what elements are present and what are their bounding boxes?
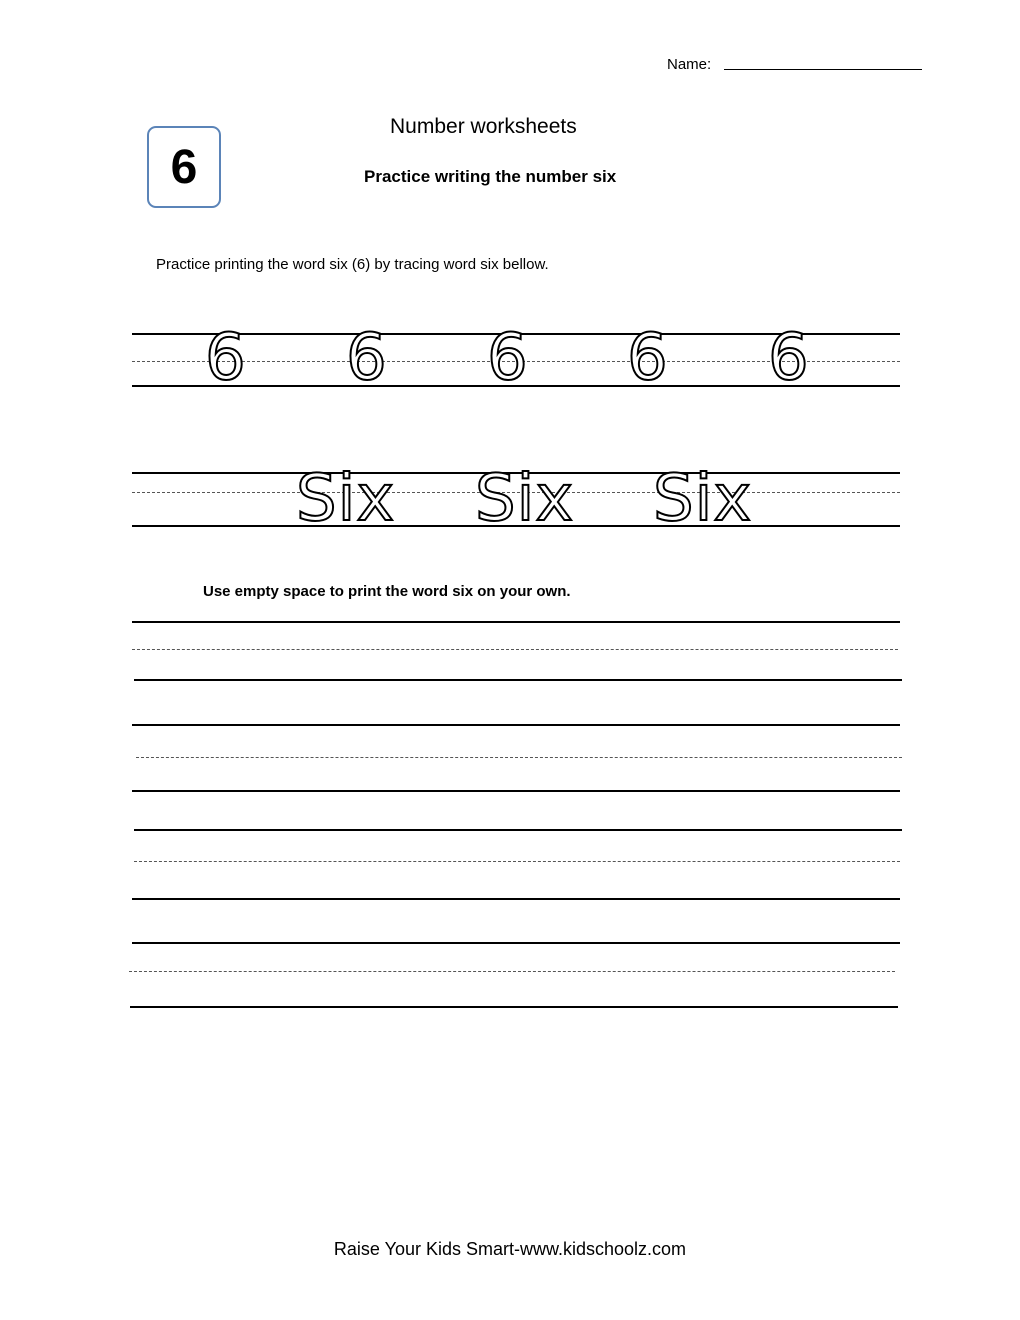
tracing-instruction: Practice printing the word six (6) by tracing word six bellow. xyxy=(156,256,549,273)
practice-row-1-mid-line xyxy=(132,649,898,650)
practice-instruction: Use empty space to print the word six on your own. xyxy=(203,583,571,600)
practice-row-2-mid-line xyxy=(136,757,902,758)
page-subtitle: Practice writing the number six xyxy=(364,167,617,186)
practice-row-4-base-line[interactable] xyxy=(130,1006,898,1008)
practice-row-4-mid-line xyxy=(129,971,895,972)
practice-row-3-top-line xyxy=(134,829,902,831)
practice-row-1-top-line xyxy=(132,621,900,623)
page-title: Number worksheets xyxy=(390,115,577,138)
trace-word: Six xyxy=(475,462,575,536)
name-label: Name: xyxy=(667,56,712,73)
name-field-line[interactable] xyxy=(724,69,922,70)
practice-row-2-top-line xyxy=(132,724,900,726)
trace-digit: 6 xyxy=(346,321,387,395)
trace-digit: 6 xyxy=(627,321,668,395)
practice-row-4-top-line xyxy=(132,942,900,944)
practice-row-1-base-line[interactable] xyxy=(134,679,902,681)
practice-row-2-base-line[interactable] xyxy=(132,790,900,792)
practice-row-3-base-line[interactable] xyxy=(132,898,900,900)
practice-row-3-mid-line xyxy=(134,861,900,862)
trace-digit: 6 xyxy=(768,321,809,395)
trace-word: Six xyxy=(296,462,396,536)
trace-word: Six xyxy=(653,462,753,536)
trace-digit: 6 xyxy=(487,321,528,395)
trace-digit: 6 xyxy=(205,321,246,395)
number-badge: 6 xyxy=(147,126,221,208)
footer-credit: Raise Your Kids Smart-www.kidschoolz.com xyxy=(333,1239,687,1259)
